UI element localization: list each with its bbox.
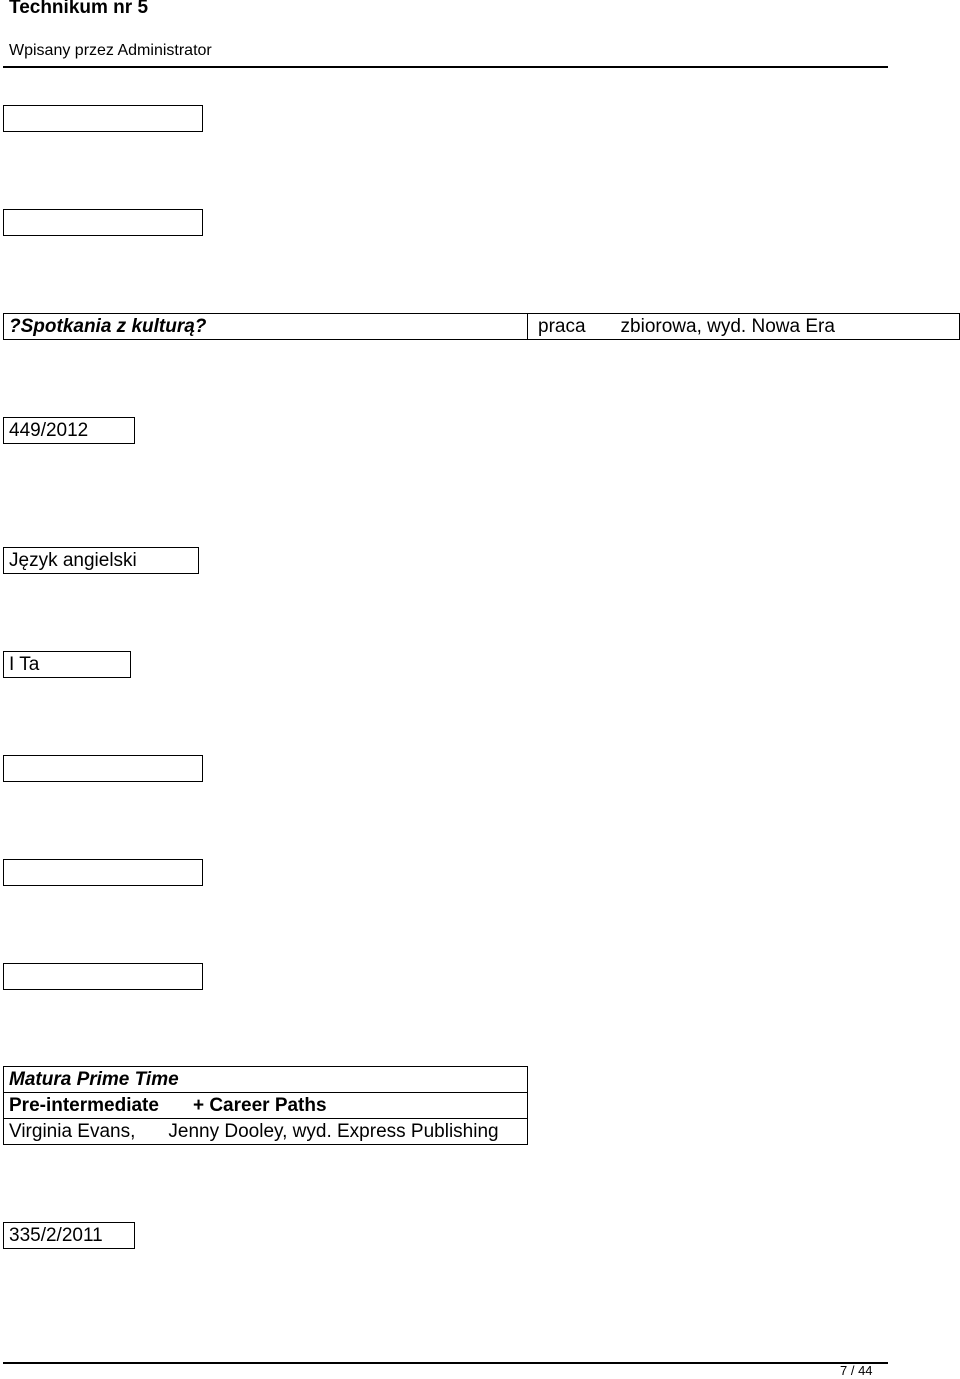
empty-cell [3, 755, 203, 782]
approval-number-cell: 335/2/2011 [3, 1222, 135, 1249]
book-level: Pre-intermediate [9, 1095, 159, 1116]
empty-cell [3, 209, 203, 236]
book-author-cell [3, 1118, 528, 1145]
page-number: 7 / 44 [840, 1363, 873, 1378]
empty-cell [3, 859, 203, 886]
author-line: Wpisany przez Administrator [9, 42, 212, 59]
footer-divider [3, 1362, 888, 1364]
empty-cell [3, 105, 203, 132]
book-author-part2: Jenny Dooley, wyd. Express Publishing [168, 1121, 499, 1142]
empty-cell [3, 963, 203, 990]
book-author-part1: Virginia Evans, [9, 1121, 136, 1142]
book-title-cell: ?Spotkania z kulturą? [3, 313, 528, 340]
site-title: Technikum nr 5 [9, 0, 149, 18]
book-addon: + Career Paths [192, 1095, 327, 1116]
book-level-cell [3, 1092, 528, 1119]
book-author-part2: zbiorowa, wyd. Nowa Era [620, 316, 835, 337]
book-author-part1: praca [538, 316, 586, 337]
subject-cell: Język angielski [3, 547, 199, 574]
approval-number-cell: 449/2012 [3, 417, 135, 444]
class-cell: I Ta [3, 651, 131, 678]
header-divider [3, 66, 888, 68]
book-author-cell [527, 313, 960, 340]
book-title-cell: Matura Prime Time [3, 1066, 528, 1093]
